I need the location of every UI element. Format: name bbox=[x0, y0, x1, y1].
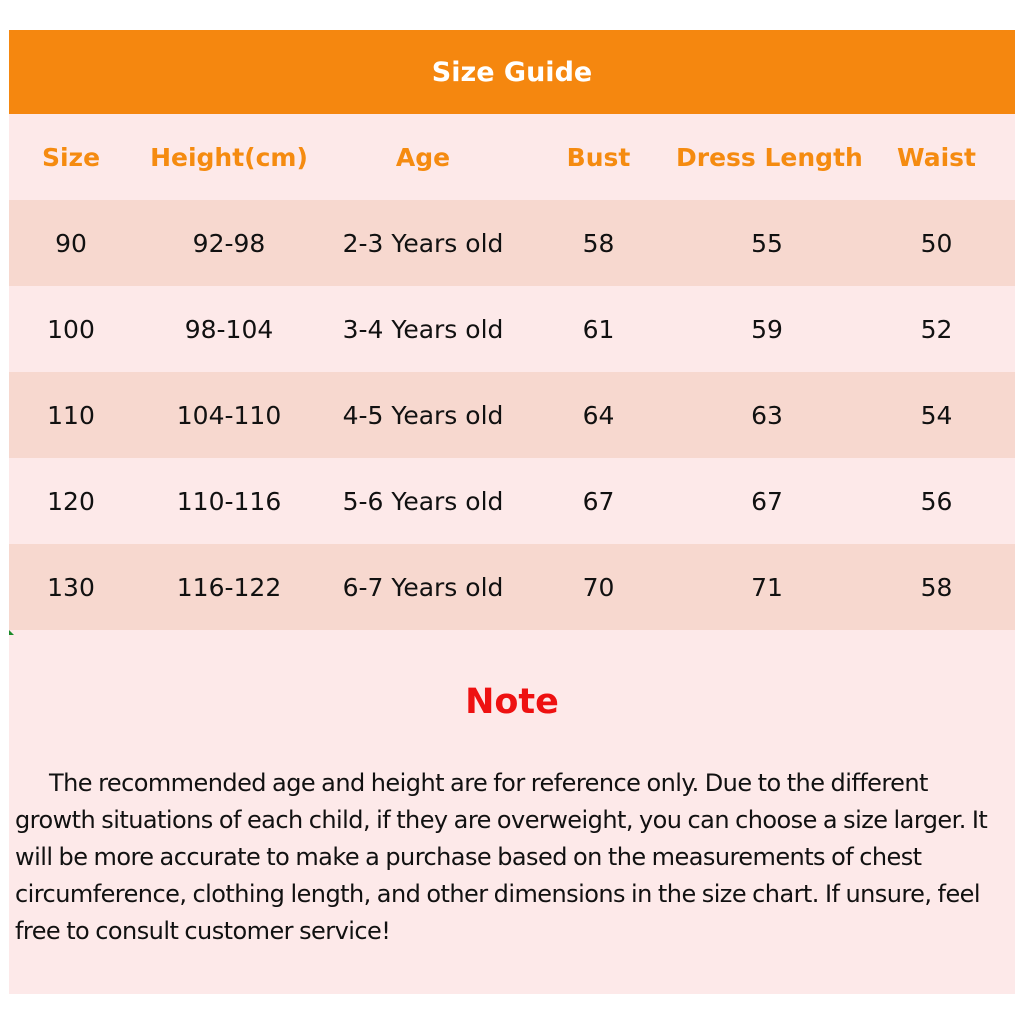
cell-height: 110-116 bbox=[176, 486, 282, 516]
table-row bbox=[9, 200, 1015, 286]
header-age: Age bbox=[395, 142, 451, 172]
size-guide-card bbox=[9, 30, 1015, 994]
cell-dress-length: 67 bbox=[751, 486, 783, 516]
cell-dress-length: 71 bbox=[751, 572, 783, 602]
cell-size: 90 bbox=[55, 228, 87, 258]
title-bar bbox=[9, 30, 1015, 114]
cell-height: 92-98 bbox=[192, 228, 266, 258]
header-dress-length: Dress Length bbox=[676, 142, 863, 172]
cell-waist: 58 bbox=[920, 572, 953, 602]
note-title: Note bbox=[465, 682, 559, 722]
corner-mark bbox=[9, 630, 14, 635]
cell-age: 5-6 Years old bbox=[342, 486, 504, 516]
header-size: Size bbox=[41, 142, 101, 172]
cell-size: 130 bbox=[47, 572, 95, 602]
cell-waist: 54 bbox=[920, 400, 953, 430]
cell-bust: 64 bbox=[582, 400, 615, 430]
cell-bust: 70 bbox=[582, 572, 615, 602]
table-row bbox=[9, 372, 1015, 458]
note-body: The recommended age and height are for reference only. Due to the different growth situations of each child, if they are overweight, you can choose a size larger. It will be more accurate to make a purchase based on the measurements of chest circumference, clothing length, and other dimensions in the size chart. If unsure, feel free to consult customer service! bbox=[15, 769, 988, 945]
header-waist: Waist bbox=[897, 142, 976, 172]
size-table bbox=[9, 114, 1015, 630]
cell-dress-length: 55 bbox=[751, 228, 783, 258]
cell-age: 4-5 Years old bbox=[342, 400, 504, 430]
cell-waist: 52 bbox=[920, 314, 953, 344]
cell-waist: 56 bbox=[920, 486, 953, 516]
cell-age: 6-7 Years old bbox=[342, 572, 504, 602]
cell-bust: 61 bbox=[582, 314, 615, 344]
header-bust: Bust bbox=[566, 142, 631, 172]
cell-size: 100 bbox=[47, 314, 95, 344]
cell-bust: 67 bbox=[582, 486, 615, 516]
header-height: Height(cm) bbox=[150, 142, 308, 172]
cell-bust: 58 bbox=[582, 228, 615, 258]
cell-height: 98-104 bbox=[184, 314, 274, 344]
cell-height: 104-110 bbox=[176, 400, 282, 430]
size-guide-title: Size Guide bbox=[431, 56, 593, 88]
table-header-row bbox=[9, 114, 1015, 200]
table-row bbox=[9, 286, 1015, 372]
cell-age: 3-4 Years old bbox=[342, 314, 504, 344]
cell-age: 2-3 Years old bbox=[342, 228, 504, 258]
table-row bbox=[9, 458, 1015, 544]
cell-size: 110 bbox=[47, 400, 95, 430]
cell-waist: 50 bbox=[920, 228, 953, 258]
cell-dress-length: 63 bbox=[751, 400, 783, 430]
table-row bbox=[9, 544, 1015, 630]
cell-height: 116-122 bbox=[176, 572, 282, 602]
cell-size: 120 bbox=[47, 486, 95, 516]
cell-dress-length: 59 bbox=[751, 314, 783, 344]
